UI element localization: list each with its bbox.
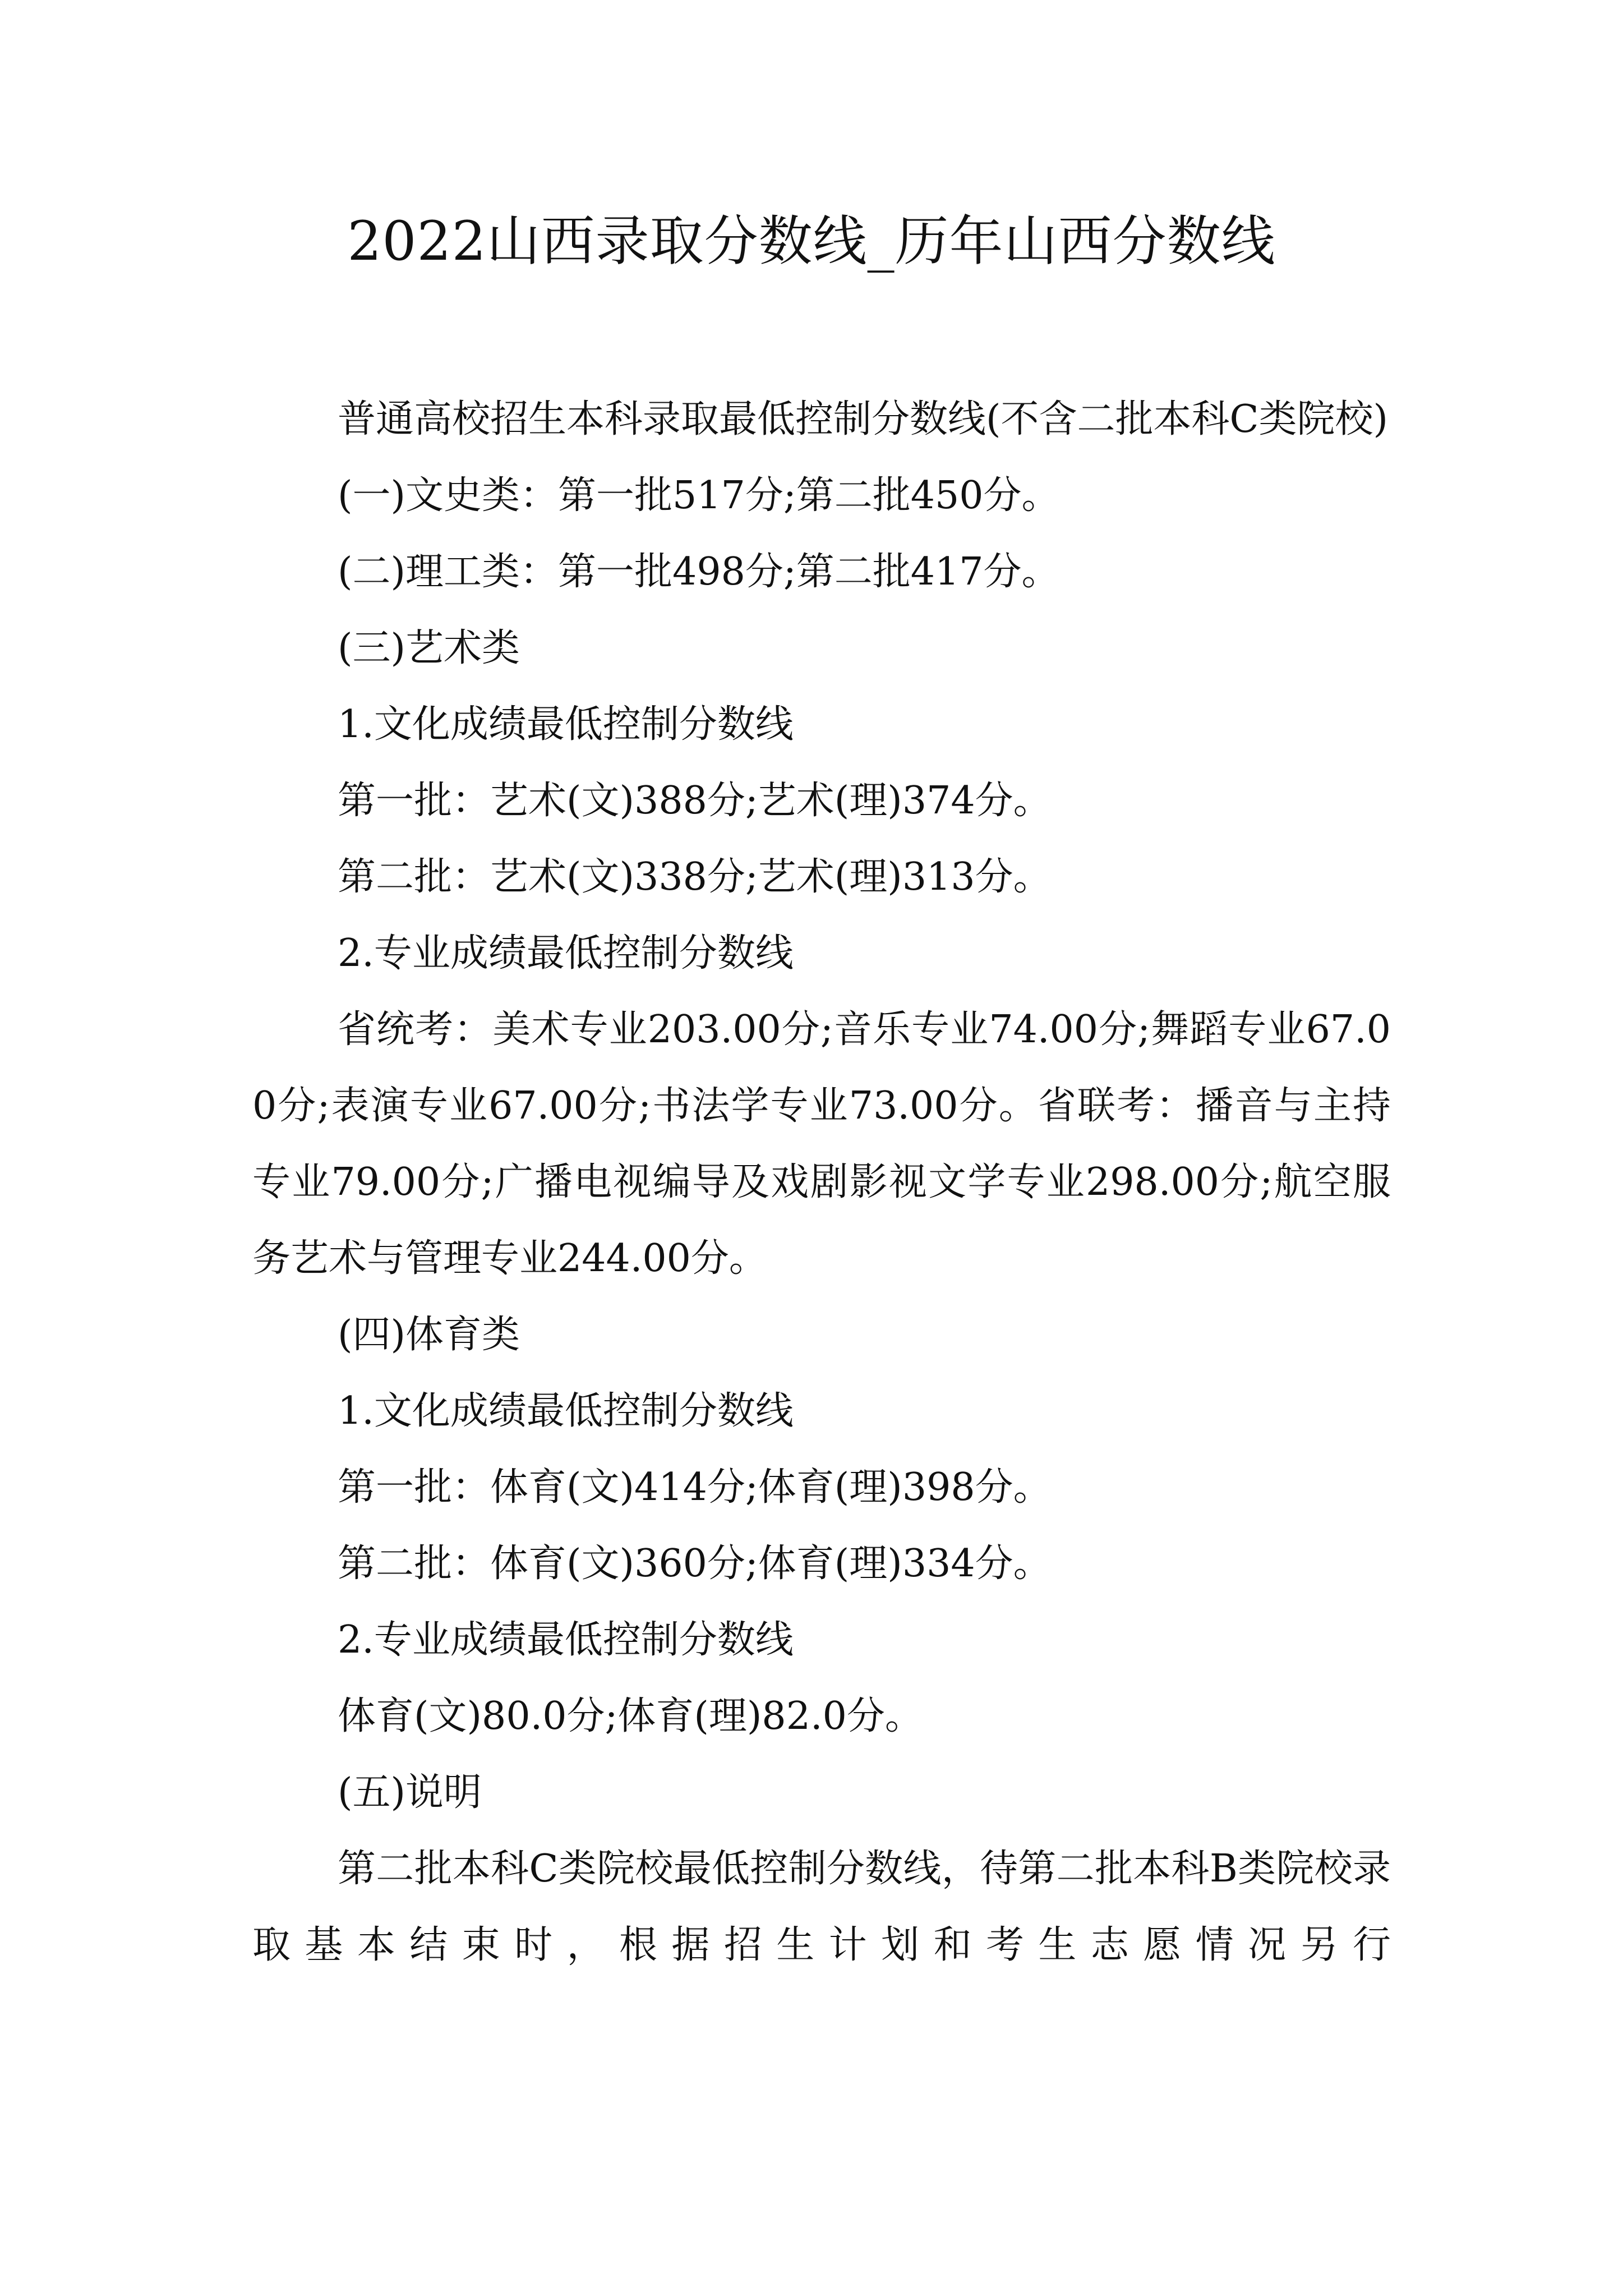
paragraph-sports-major-heading: 2.专业成绩最低控制分数线 (338, 1618, 794, 1662)
paragraph-science: (二)理工类：第一批498分;第二批417分。 (338, 550, 1060, 594)
paragraph-art-major-heading: 2.专业成绩最低控制分数线 (338, 931, 794, 976)
document-body (252, 381, 1391, 1984)
paragraph-art-batch-one: 第一批：艺术(文)388分;艺术(理)374分。 (338, 779, 1052, 823)
paragraph-intro: 普通高校招生本科录取最低控制分数线(不含二批本科C类院校) (338, 397, 1389, 441)
paragraph-art-batch-two: 第二批：艺术(文)338分;艺术(理)313分。 (338, 855, 1052, 899)
paragraph-notes-heading: (五)说明 (338, 1770, 482, 1815)
document-title: 2022山西录取分数线_历年山西分数线 (347, 210, 1276, 273)
paragraph-art-heading: (三)艺术类 (338, 626, 520, 670)
paragraph-sports-culture-heading: 1.文化成绩最低控制分数线 (338, 1389, 794, 1433)
paragraph-liberal-arts: (一)文史类：第一批517分;第二批450分。 (338, 473, 1060, 518)
paragraph-sports-heading: (四)体育类 (338, 1313, 520, 1357)
paragraph-art-culture-heading: 1.文化成绩最低控制分数线 (338, 702, 794, 747)
paragraph-sports-batch-two: 第二批：体育(文)360分;体育(理)334分。 (338, 1542, 1052, 1586)
paragraph-sports-major-scores: 体育(文)80.0分;体育(理)82.0分。 (338, 1694, 923, 1738)
paragraph-art-major-scores: 省统考：美术专业203.00分;音乐专业74.00分;舞蹈专业67.00分;表演专业67.00分;书法学专业73.00分。省联考：播音与主持专业79.00分;广播电视编导及戏剧影视文学专业298.00分;航空服务艺术与管理专业244.00分。 (252, 1007, 1391, 1281)
paragraph-notes: 第二批本科C类院校最低控制分数线，待第二批本科B类院校录取基本结束时，根据招生计划和考生志愿情况另行 (252, 1847, 1391, 1967)
paragraph-sports-batch-one: 第一批：体育(文)414分;体育(理)398分。 (338, 1465, 1052, 1510)
